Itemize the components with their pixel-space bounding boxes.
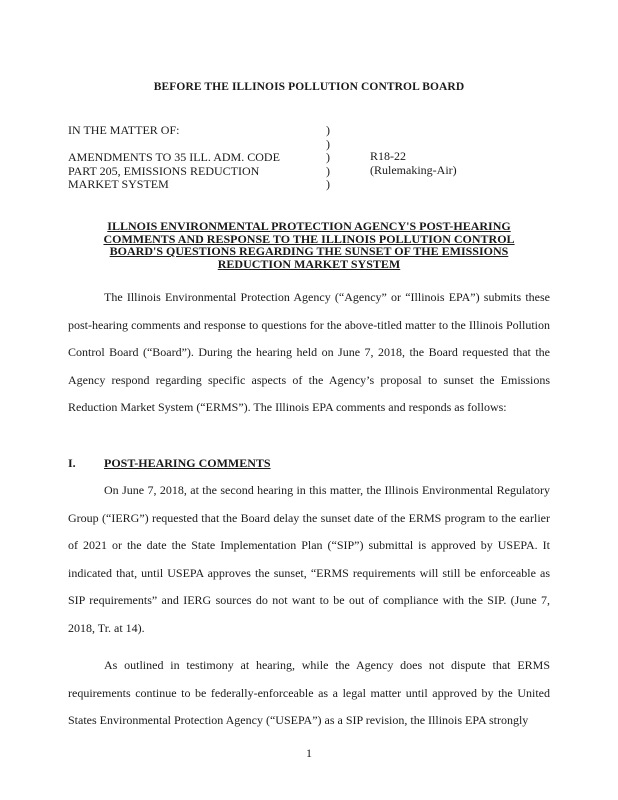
caption-line: IN THE MATTER OF: [68,123,180,137]
caption-line: MARKET SYSTEM [68,177,169,191]
caption-docket [370,150,570,177]
caption-line: AMENDMENTS TO 35 ILL. ADM. CODE [68,150,280,164]
docket-type: (Rulemaking-Air) [370,162,457,177]
caption-line: PART 205, EMISSIONS REDUCTION [68,163,260,178]
body-paragraph: As outlined in testimony at hearing, while the Agency does not dispute that ERMS requirements continue to be federally-enforceable as a legal matter until approved by the United States Environmental Protection Agency (“USEPA”) as a SIP revision, the Illinois EPA strongly [68,658,550,728]
document-title: ILLNOIS ENVIRONMENTAL PROTECTION AGENCY'S POST-HEARING COMMENTS AND RESPONSE TO THE ILLINOIS POLLUTION CONTROL BOARD'S QUESTIONS REGARDING THE SUNSET OF THE EMISSIONS REDUCTION MARKET SYSTEM [103,219,515,271]
caption-matter [68,124,308,192]
caption-line [68,138,308,152]
caption-paren: ) [326,177,330,191]
court-heading: BEFORE THE ILLINOIS POLLUTION CONTROL BOARD [153,81,465,93]
docket-number: R18-22 [370,149,406,163]
caption-paren: ) [326,136,330,151]
caption-parentheses [326,124,336,192]
page-number: 1 [306,746,312,760]
caption-paren: ) [326,123,330,137]
section-heading [68,456,271,471]
caption-paren: ) [326,163,330,178]
body-paragraph: The Illinois Environmental Protection Agency (“Agency” or “Illinois EPA”) submits these post-hearing comments and response to questions for the above-titled matter to the Illinois Pollution Control Board (“Board”). During the hearing held on June 7, 2018, the Board requested that the Agency respond regarding specific aspects of the Agency’s proposal to sunset the Emissions Reduction Market System (“ERMS”). The Illinois EPA comments and responds as follows: [68,290,550,415]
body-paragraph: On June 7, 2018, at the second hearing in this matter, the Illinois Environmental Regulatory Group (“IERG”) requested that the Board delay the sunset date of the ERMS program to the earlier of 2021 or the date the State Implementation Plan (“SIP”) submittal is approved by USEPA. It indicated that, until USEPA approves the sunset, “ERMS requirements will still be enforceable as SIP requirements” and IERG sources do not want to be out of compliance with the SIP. (June 7, 2018, Tr. at 14). [68,483,550,635]
section-title: POST-HEARING COMMENTS [104,456,271,470]
section-number: I. [68,456,76,470]
caption-paren: ) [326,150,330,164]
